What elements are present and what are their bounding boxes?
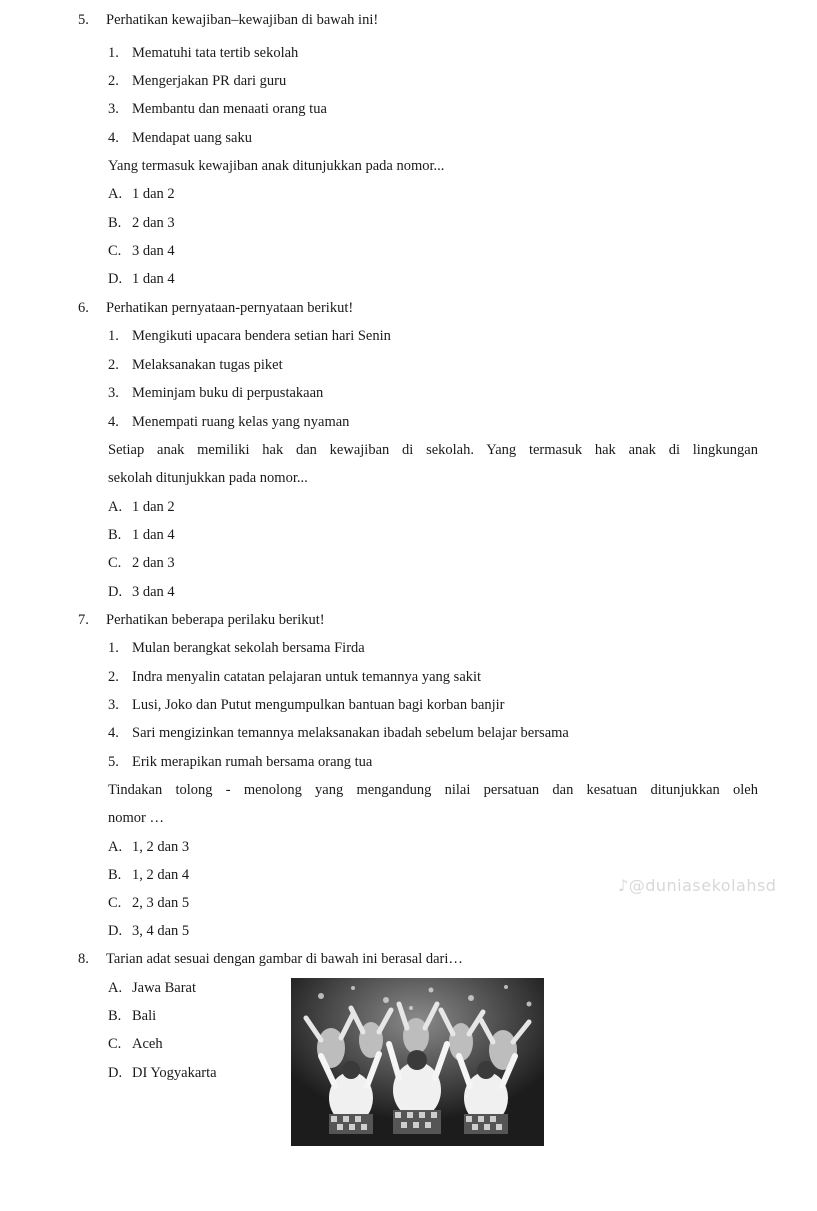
- q6-item-text: Mengikuti upacara bendera setian hari Senin: [132, 328, 391, 344]
- option-text: 1 dan 2: [132, 186, 175, 202]
- q6-item-number: 1.: [108, 328, 119, 344]
- option-letter: A.: [108, 980, 123, 996]
- option-text: 1, 2 dan 3: [132, 839, 190, 855]
- option-letter: A.: [108, 499, 123, 515]
- q6-option-c[interactable]: [108, 555, 175, 572]
- option-text: 1, 2 dan 4: [132, 867, 190, 883]
- q6-item-4: [108, 414, 349, 431]
- q6-question: Perhatikan pernyataan-pernyataan berikut!: [106, 300, 354, 316]
- q5-item-number: 2.: [108, 73, 119, 89]
- option-text: 1 dan 4: [132, 271, 175, 287]
- q5-item-text: Mendapat uang saku: [132, 130, 252, 146]
- option-letter: C.: [108, 895, 122, 911]
- q5-option-d[interactable]: [108, 271, 175, 288]
- dance-illustration: [291, 978, 544, 1146]
- q7-item-number: 4.: [108, 725, 119, 741]
- option-text: 1 dan 2: [132, 499, 175, 515]
- option-text: Jawa Barat: [132, 980, 197, 996]
- q7-item-text: Mulan berangkat sekolah bersama Firda: [132, 640, 365, 656]
- q5-prompt: Yang termasuk kewajiban anak ditunjukkan pada nomor...: [108, 158, 445, 174]
- q5-item-text: Mematuhi tata tertib sekolah: [132, 45, 299, 61]
- option-letter: D.: [108, 923, 123, 939]
- q7-item-number: 1.: [108, 640, 119, 656]
- option-text: 3, 4 dan 5: [132, 923, 190, 939]
- option-text: 2 dan 3: [132, 215, 175, 231]
- option-letter: D.: [108, 584, 123, 600]
- q5-question: Perhatikan kewajiban–kewajiban di bawah ini!: [106, 12, 379, 28]
- q7-item-4: [108, 725, 569, 742]
- option-text: DI Yogyakarta: [132, 1065, 217, 1081]
- q6-option-b[interactable]: [108, 527, 175, 544]
- tiktok-watermark: [618, 876, 776, 895]
- q6-item-number: 4.: [108, 414, 119, 430]
- q7-item-text: Indra menyalin catatan pelajaran untuk temannya yang sakit: [132, 669, 482, 685]
- q5-item-number: 3.: [108, 101, 119, 117]
- q8-question: Tarian adat sesuai dengan gambar di bawah ini berasal dari…: [106, 951, 463, 967]
- q8-number: 8.: [78, 951, 89, 967]
- q6-item-2: [108, 357, 283, 374]
- q6-item-3: [108, 385, 323, 402]
- q8-option-a[interactable]: [108, 980, 196, 997]
- q7-item-5: [108, 754, 372, 771]
- q7-prompt-line-2: nomor …: [108, 810, 164, 826]
- q7-question: Perhatikan beberapa perilaku berikut!: [106, 612, 325, 628]
- q6-item-number: 3.: [108, 385, 119, 401]
- q7-prompt-line-1: Tindakan tolong - menolong yang mengandung nilai persatuan dan kesatuan ditunjukkan oleh: [108, 782, 758, 798]
- watermark-text: @duniasekolahsd: [628, 876, 777, 895]
- option-letter: C.: [108, 1036, 122, 1052]
- q5-item-text: Membantu dan menaati orang tua: [132, 101, 327, 117]
- q6-number: 6.: [78, 300, 89, 316]
- q6-item-1: [108, 328, 391, 345]
- option-text: 2 dan 3: [132, 555, 175, 571]
- q7-number: 7.: [78, 612, 89, 628]
- q6-item-text: Meminjam buku di perpustakaan: [132, 385, 324, 401]
- q8-option-c[interactable]: [108, 1036, 163, 1053]
- q5-item-4: [108, 130, 252, 147]
- option-letter: A.: [108, 839, 123, 855]
- q5-item-2: [108, 73, 286, 90]
- q8-option-d[interactable]: [108, 1065, 217, 1082]
- option-text: Bali: [132, 1008, 157, 1024]
- option-text: 3 dan 4: [132, 584, 175, 600]
- q8-option-b[interactable]: [108, 1008, 156, 1025]
- q7-option-a[interactable]: [108, 839, 189, 856]
- q5-item-1: [108, 45, 298, 62]
- q5-item-number: 4.: [108, 130, 119, 146]
- option-letter: D.: [108, 1065, 123, 1081]
- option-letter: D.: [108, 271, 123, 287]
- q6-item-text: Melaksanakan tugas piket: [132, 357, 283, 373]
- q6-option-a[interactable]: [108, 499, 175, 516]
- option-letter: C.: [108, 555, 122, 571]
- q7-option-b[interactable]: [108, 867, 189, 884]
- option-letter: B.: [108, 867, 122, 883]
- q6-item-number: 2.: [108, 357, 119, 373]
- option-text: 1 dan 4: [132, 527, 175, 543]
- option-letter: A.: [108, 186, 123, 202]
- q7-item-2: [108, 669, 481, 686]
- q7-item-3: [108, 697, 505, 714]
- kecak-dance-photo: [291, 978, 544, 1146]
- q7-item-text: Erik merapikan rumah bersama orang tua: [132, 754, 373, 770]
- q6-prompt-line-1: Setiap anak memiliki hak dan kewajiban di sekolah. Yang termasuk hak anak di lingkungan: [108, 442, 758, 458]
- q5-item-number: 1.: [108, 45, 119, 61]
- option-letter: B.: [108, 527, 122, 543]
- q7-item-text: Sari mengizinkan temannya melaksanakan ibadah sebelum belajar bersama: [132, 725, 569, 741]
- q6-item-text: Menempati ruang kelas yang nyaman: [132, 414, 350, 430]
- q7-item-text: Lusi, Joko dan Putut mengumpulkan bantuan bagi korban banjir: [132, 697, 505, 713]
- option-text: 3 dan 4: [132, 243, 175, 259]
- option-text: Aceh: [132, 1036, 163, 1052]
- q5-number: 5.: [78, 12, 89, 28]
- q7-option-d[interactable]: [108, 923, 189, 940]
- q7-option-c[interactable]: [108, 895, 189, 912]
- q7-item-1: [108, 640, 365, 657]
- q6-prompt-line-2: sekolah ditunjukkan pada nomor...: [108, 470, 308, 486]
- q5-option-b[interactable]: [108, 215, 175, 232]
- q5-option-c[interactable]: [108, 243, 175, 260]
- q5-item-text: Mengerjakan PR dari guru: [132, 73, 287, 89]
- q5-option-a[interactable]: [108, 186, 175, 203]
- option-letter: B.: [108, 215, 122, 231]
- q7-item-number: 3.: [108, 697, 119, 713]
- q6-option-d[interactable]: [108, 584, 175, 601]
- tiktok-icon: ♪: [618, 876, 629, 895]
- q5-item-3: [108, 101, 327, 118]
- option-letter: B.: [108, 1008, 122, 1024]
- q7-item-number: 5.: [108, 754, 119, 770]
- option-text: 2, 3 dan 5: [132, 895, 190, 911]
- option-letter: C.: [108, 243, 122, 259]
- q7-item-number: 2.: [108, 669, 119, 685]
